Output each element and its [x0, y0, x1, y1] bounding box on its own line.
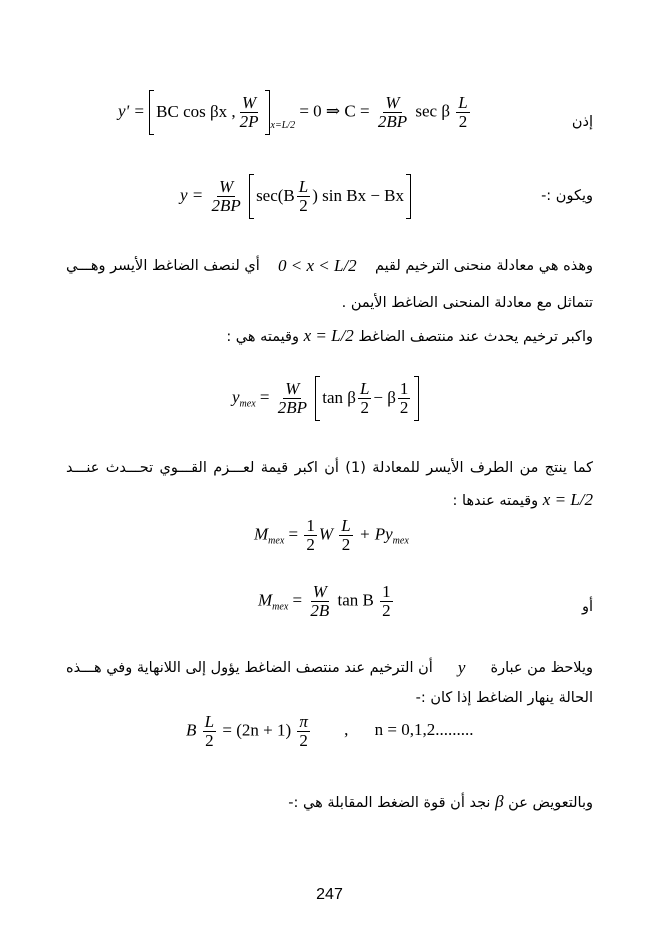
p2-math: x = L/2 [303, 326, 354, 345]
eq1-frac3-den: 2 [458, 111, 468, 131]
eq1-frac1 [238, 94, 261, 131]
eq4-w: W [318, 524, 334, 544]
eq2-inner-frac-den: 2 [299, 195, 308, 215]
p5-post: نجد أن قوة الضغط المقابلة هي :- [288, 795, 491, 811]
eq1-frac2-den: 2BP [377, 111, 408, 131]
eq5-lhs: M [258, 590, 273, 610]
eq6-frac1-num: L [204, 712, 215, 731]
p5-math: β [495, 792, 504, 811]
p1-math: 0 < x < L/2 [278, 256, 357, 275]
eq6-n-values: n = 0,1,2......... [374, 720, 474, 740]
eq5-frac1-den: 2B [310, 600, 330, 620]
eq2-bracket [249, 174, 411, 219]
eq1-frac3-num: L [458, 93, 468, 112]
equation-y-max [232, 376, 419, 421]
eq3-minus: − β [373, 388, 396, 408]
p1-pre: وهذه هي معادلة منحنى الترخيم لقيم [374, 258, 593, 274]
p3-text: وقيمته عندها : [452, 493, 539, 509]
eq5-frac2-den: 2 [382, 600, 391, 620]
equation-y [180, 174, 411, 219]
eq2-frac-den: 2BP [211, 195, 241, 215]
eq4-frac2-den: 2 [341, 534, 351, 554]
eq4-rhs-sub: mex [392, 535, 409, 547]
equation-buckling [186, 713, 473, 750]
eq1-lhs: y' = [118, 101, 145, 121]
eq5-frac1 [308, 583, 331, 620]
eq3-frac1 [358, 380, 371, 417]
eq4-lhs: M [254, 524, 269, 544]
eq3-frac-den: 2BP [277, 397, 308, 417]
p2-pre: واكبر ترخيم يحدث عند منتصف الضاغط [358, 329, 593, 345]
paragraph-4-line-1 [66, 658, 593, 678]
eq3-lhs-sub: mex [239, 398, 256, 410]
paragraph-3-line-2 [453, 490, 593, 511]
eq3-lhs: y [232, 387, 240, 407]
p4-post: أن الترخيم عند منتصف الضاغط يؤول إلى اللانهاية وفي هـــذه [66, 660, 433, 676]
eq2-inner-pre: sec(B [256, 186, 295, 206]
eq1-frac3 [456, 94, 469, 131]
eq3-bracket [315, 376, 419, 421]
page-number: 247 [316, 886, 343, 903]
eq4-frac1-num: 1 [306, 516, 315, 535]
eq2-frac-num: W [219, 177, 234, 196]
equation-y-prime [118, 90, 472, 135]
p4-math: y [457, 658, 466, 677]
label-idhan: إذن [571, 114, 593, 130]
eq6-frac2-num: π [299, 712, 308, 731]
eq1-mid: = 0 ⇒ C = [299, 101, 370, 121]
eq5-frac2-num: 1 [382, 582, 391, 601]
eq4-frac1 [304, 517, 317, 554]
eq3-tan: tan β [322, 388, 356, 408]
label-aw: أو [581, 599, 593, 615]
eq4-plus: + Py [359, 524, 393, 544]
eq6-frac1-den: 2 [205, 730, 214, 750]
p5-pre: وبالتعويض عن [508, 795, 593, 811]
eq4-frac2-num: L [341, 516, 351, 535]
eq2-inner-frac [297, 178, 310, 215]
eq1-sec: sec β [415, 101, 450, 121]
eq6-frac2 [297, 713, 310, 750]
eq5-tan: tan B [337, 590, 374, 610]
eq6-b: B [186, 720, 197, 740]
p3-math: x = L/2 [542, 490, 593, 509]
eq4-frac2 [339, 517, 352, 554]
paragraph-1-line-2: تتماثل مع معادلة المنحنى الضاغط الأيمن . [341, 295, 593, 311]
p1-post: أي لنصف الضاغط الأيسر وهـــي [66, 258, 260, 274]
eq1-frac1-den: 2P [239, 111, 259, 131]
p2-post: وقيمته هي : [226, 329, 299, 345]
eq2-lhs: y = [180, 185, 204, 205]
eq3-frac1-num: L [359, 379, 370, 398]
eq4-eq: = [288, 524, 299, 544]
paragraph-1-line-1 [66, 256, 593, 276]
p4-pre: ويلاحظ من عبارة [490, 660, 593, 676]
eq1-frac1-num: W [242, 93, 257, 112]
eq5-lhs-sub: mex [272, 601, 289, 613]
eq3-frac1-den: 2 [360, 397, 369, 417]
paragraph-3-line-1: كما ينتج من الطرف الأيسر للمعادلة (1) أن اكبر قيمة لعـــزم القـــوي تحـــدث عنـــد [66, 460, 593, 476]
eq2-frac [210, 178, 243, 215]
eq1-bracket [149, 90, 269, 135]
eq4-lhs-sub: mex [268, 535, 285, 547]
eq3-frac-num: W [285, 379, 300, 398]
paragraph-5 [288, 792, 593, 813]
eq5-frac1-num: W [312, 582, 327, 601]
eq3-frac2-num: 1 [399, 379, 409, 398]
eq1-frac2-num: W [385, 93, 400, 112]
eq1-bracket-sub: x=L/2 [270, 120, 296, 132]
label-wayakun: ويكون :- [541, 188, 593, 204]
paragraph-2 [226, 326, 593, 347]
eq6-frac2-den: 2 [299, 730, 308, 750]
eq6-comma: , [344, 720, 349, 740]
eq1-term1: BC cos βx , [156, 102, 236, 122]
equation-m-max-2 [258, 583, 395, 620]
eq3-eq: = [259, 387, 270, 407]
eq4-frac1-den: 2 [306, 534, 315, 554]
eq2-inner-post: ) sin Bx − Bx [312, 186, 405, 206]
eq3-frac2-den: 2 [399, 397, 409, 417]
eq3-frac [276, 380, 309, 417]
eq3-frac2 [398, 380, 411, 417]
eq1-frac2 [376, 94, 409, 131]
equation-m-max-1 [254, 517, 409, 554]
eq6-frac1 [203, 713, 216, 750]
eq5-eq: = [292, 590, 303, 610]
eq5-frac2 [380, 583, 393, 620]
eq6-mid: = (2n + 1) [222, 720, 292, 740]
eq2-inner-frac-num: L [298, 177, 309, 196]
paragraph-4-line-2: الحالة ينهار الضاغط إذا كان :- [415, 690, 593, 706]
